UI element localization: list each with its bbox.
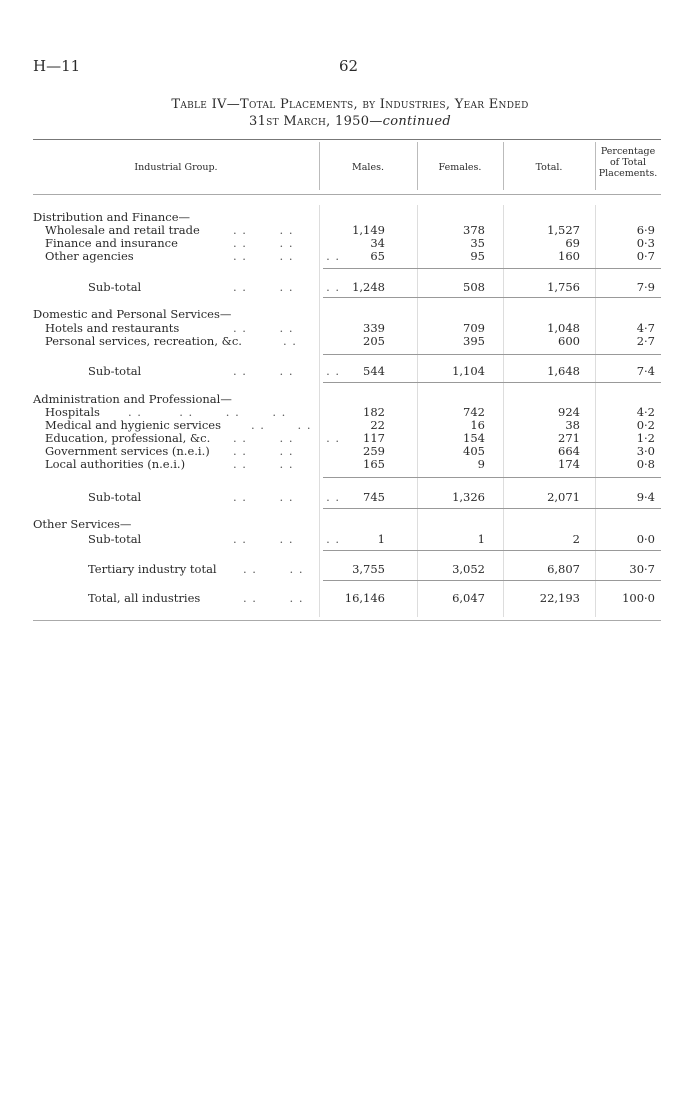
cell-percentage: 1·2	[636, 431, 655, 445]
table-title	[0, 96, 700, 130]
cell-total: 160	[558, 249, 580, 263]
table-row	[33, 405, 661, 418]
cell-total: 924	[558, 405, 580, 419]
leader-dots: . . . .	[233, 444, 294, 458]
section-heading	[33, 307, 661, 320]
cell-females: 154	[463, 431, 485, 445]
cell-females: 1,104	[452, 364, 485, 378]
cell-males: 65	[370, 249, 385, 263]
cell-total: 38	[565, 418, 580, 432]
cell-males: 745	[363, 490, 385, 504]
cell-males: 22	[370, 418, 385, 432]
table-row	[33, 321, 661, 334]
subtotal-rule	[323, 580, 661, 581]
leader-dots: . . . . . .	[233, 431, 341, 445]
row-label: Hotels and restaurants	[45, 321, 180, 335]
row-label: Finance and insurance	[45, 236, 178, 250]
cell-males: 16,146	[344, 591, 385, 605]
cell-males: 117	[363, 431, 385, 445]
cell-total: 664	[558, 444, 580, 458]
table-row	[33, 236, 661, 249]
subtotal-rule	[323, 508, 661, 509]
title-line-2	[0, 113, 700, 130]
subtotal-row	[33, 280, 661, 293]
subtotal-row	[33, 490, 661, 503]
cell-percentage: 4·7	[636, 321, 655, 335]
cell-females: 395	[463, 334, 485, 348]
cell-percentage: 9·4	[636, 490, 655, 504]
cell-males: 165	[363, 457, 385, 471]
header-percentage-line-1: Percentage	[600, 146, 656, 157]
subtotal-label: Sub-total	[88, 364, 142, 378]
row-label: Government services (n.e.i.)	[45, 444, 210, 458]
cell-total: 600	[558, 334, 580, 348]
cell-total: 6,807	[547, 562, 580, 576]
cell-males: 1,149	[352, 223, 385, 237]
cell-males: 339	[363, 321, 385, 335]
header-percentage-line-2: of Total	[609, 157, 647, 168]
subtotal-rule	[323, 477, 661, 478]
subtotal-row	[33, 532, 661, 545]
cell-females: 378	[463, 223, 485, 237]
cell-percentage: 0·8	[636, 457, 655, 471]
page-number: 62	[339, 57, 359, 75]
section-heading-label: Domestic and Personal Services—	[33, 307, 232, 321]
cell-percentage: 6·9	[636, 223, 655, 237]
cell-total: 69	[565, 236, 580, 250]
table-row	[33, 223, 661, 236]
subtotal-label: Sub-total	[88, 280, 142, 294]
row-label: Hospitals	[45, 405, 100, 419]
cell-total: 271	[558, 431, 580, 445]
cell-females: 508	[463, 280, 485, 294]
subtotal-rule	[323, 382, 661, 383]
cell-males: 205	[363, 334, 385, 348]
subtotal-rule	[323, 297, 661, 298]
row-label: Medical and hygienic services	[45, 418, 221, 432]
cell-total: 2	[572, 532, 580, 546]
cell-percentage: 4·2	[636, 405, 655, 419]
leader-dots: . . . . . .	[233, 249, 341, 263]
cell-females: 35	[470, 236, 485, 250]
row-label: Other agencies	[45, 249, 134, 263]
cell-total: 22,193	[539, 591, 580, 605]
row-label: Wholesale and retail trade	[45, 223, 200, 237]
cell-percentage: 30·7	[629, 562, 655, 576]
cell-percentage: 7·4	[636, 364, 655, 378]
title-line-2-caps: 31st March, 1950—	[249, 114, 383, 129]
header-males: Males.	[352, 162, 384, 173]
section-heading	[33, 210, 661, 223]
cell-total: 1,048	[547, 321, 580, 335]
row-label: Education, professional, &c.	[45, 431, 211, 445]
cell-females: 6,047	[452, 591, 485, 605]
cell-percentage: 7·9	[636, 280, 655, 294]
cell-females: 709	[463, 321, 485, 335]
leader-dots: . . . .	[243, 591, 304, 605]
cell-percentage: 2·7	[636, 334, 655, 348]
cell-total: 174	[558, 457, 580, 471]
row-label: Local authorities (n.e.i.)	[45, 457, 186, 471]
table-row	[33, 418, 661, 431]
section-heading	[33, 517, 661, 530]
subtotal-row	[33, 364, 661, 377]
table-row	[33, 334, 661, 347]
header-total: Total.	[535, 162, 563, 173]
header-bottom-rule	[33, 194, 661, 195]
header-females: Females.	[438, 162, 482, 173]
page-reference: H—11	[33, 57, 81, 75]
cell-percentage: 3·0	[636, 444, 655, 458]
leader-dots: . . . . . .	[233, 532, 341, 546]
grand-total-label: Total, all industries	[88, 591, 201, 605]
leader-dots: . . . . . .	[233, 364, 341, 378]
subtotal-label: Sub-total	[88, 490, 142, 504]
row-label: Personal services, recreation, &c.	[45, 334, 242, 348]
subtotal-rule	[323, 550, 661, 551]
cell-females: 1,326	[452, 490, 485, 504]
cell-males: 182	[363, 405, 385, 419]
section-heading-label: Administration and Professional—	[33, 392, 232, 406]
header-percentage	[595, 146, 661, 179]
title-line-2-italic: continued	[382, 114, 451, 129]
leader-dots: . . . .	[251, 418, 312, 432]
table-bottom-rule	[33, 620, 661, 621]
cell-total: 1,756	[547, 280, 580, 294]
header-industrial-group: Industrial Group.	[134, 162, 218, 173]
cell-percentage: 100·0	[622, 591, 655, 605]
cell-males: 1	[377, 532, 385, 546]
section-heading-label: Other Services—	[33, 517, 132, 531]
table-row	[33, 249, 661, 262]
cell-females: 405	[463, 444, 485, 458]
subtotal-rule	[323, 268, 661, 269]
leader-dots: . . . .	[233, 321, 294, 335]
cell-females: 3,052	[452, 562, 485, 576]
cell-females: 95	[470, 249, 485, 263]
subtotal-label: Sub-total	[88, 532, 142, 546]
cell-females: 16	[470, 418, 485, 432]
leader-dots: . . . . . .	[233, 280, 341, 294]
cell-males: 544	[363, 364, 385, 378]
cell-males: 259	[363, 444, 385, 458]
leader-dots: . . . .	[243, 562, 304, 576]
leader-dots: . . . . . .	[233, 490, 341, 504]
leader-dots: . .	[283, 334, 297, 348]
leader-dots: . . . .	[233, 236, 294, 250]
tertiary-total-label: Tertiary industry total	[88, 562, 217, 576]
cell-total: 1,648	[547, 364, 580, 378]
header-percentage-line-3: Placements.	[598, 168, 658, 179]
cell-females: 742	[463, 405, 485, 419]
section-heading	[33, 392, 661, 405]
leader-dots: . . . .	[233, 457, 294, 471]
cell-total: 1,527	[547, 223, 580, 237]
leader-dots: . . . .	[233, 223, 294, 237]
subtotal-rule	[323, 354, 661, 355]
tertiary-total-row	[33, 562, 661, 575]
grand-total-row	[33, 591, 661, 604]
cell-females: 1	[477, 532, 485, 546]
title-line-1: Table IV—Total Placements, by Industries, Year Ended	[171, 97, 529, 112]
cell-percentage: 0·7	[636, 249, 655, 263]
table-row	[33, 444, 661, 457]
cell-percentage: 0·0	[636, 532, 655, 546]
cell-percentage: 0·3	[636, 236, 655, 250]
cell-males: 1,248	[352, 280, 385, 294]
section-heading-label: Distribution and Finance—	[33, 210, 191, 224]
table-row	[33, 457, 661, 470]
cell-percentage: 0·2	[636, 418, 655, 432]
cell-males: 3,755	[352, 562, 385, 576]
cell-males: 34	[370, 236, 385, 250]
table-row	[33, 431, 661, 444]
leader-dots: . . . . . . . .	[128, 405, 287, 419]
cell-females: 9	[477, 457, 485, 471]
table-top-rule	[33, 139, 661, 140]
cell-total: 2,071	[547, 490, 580, 504]
